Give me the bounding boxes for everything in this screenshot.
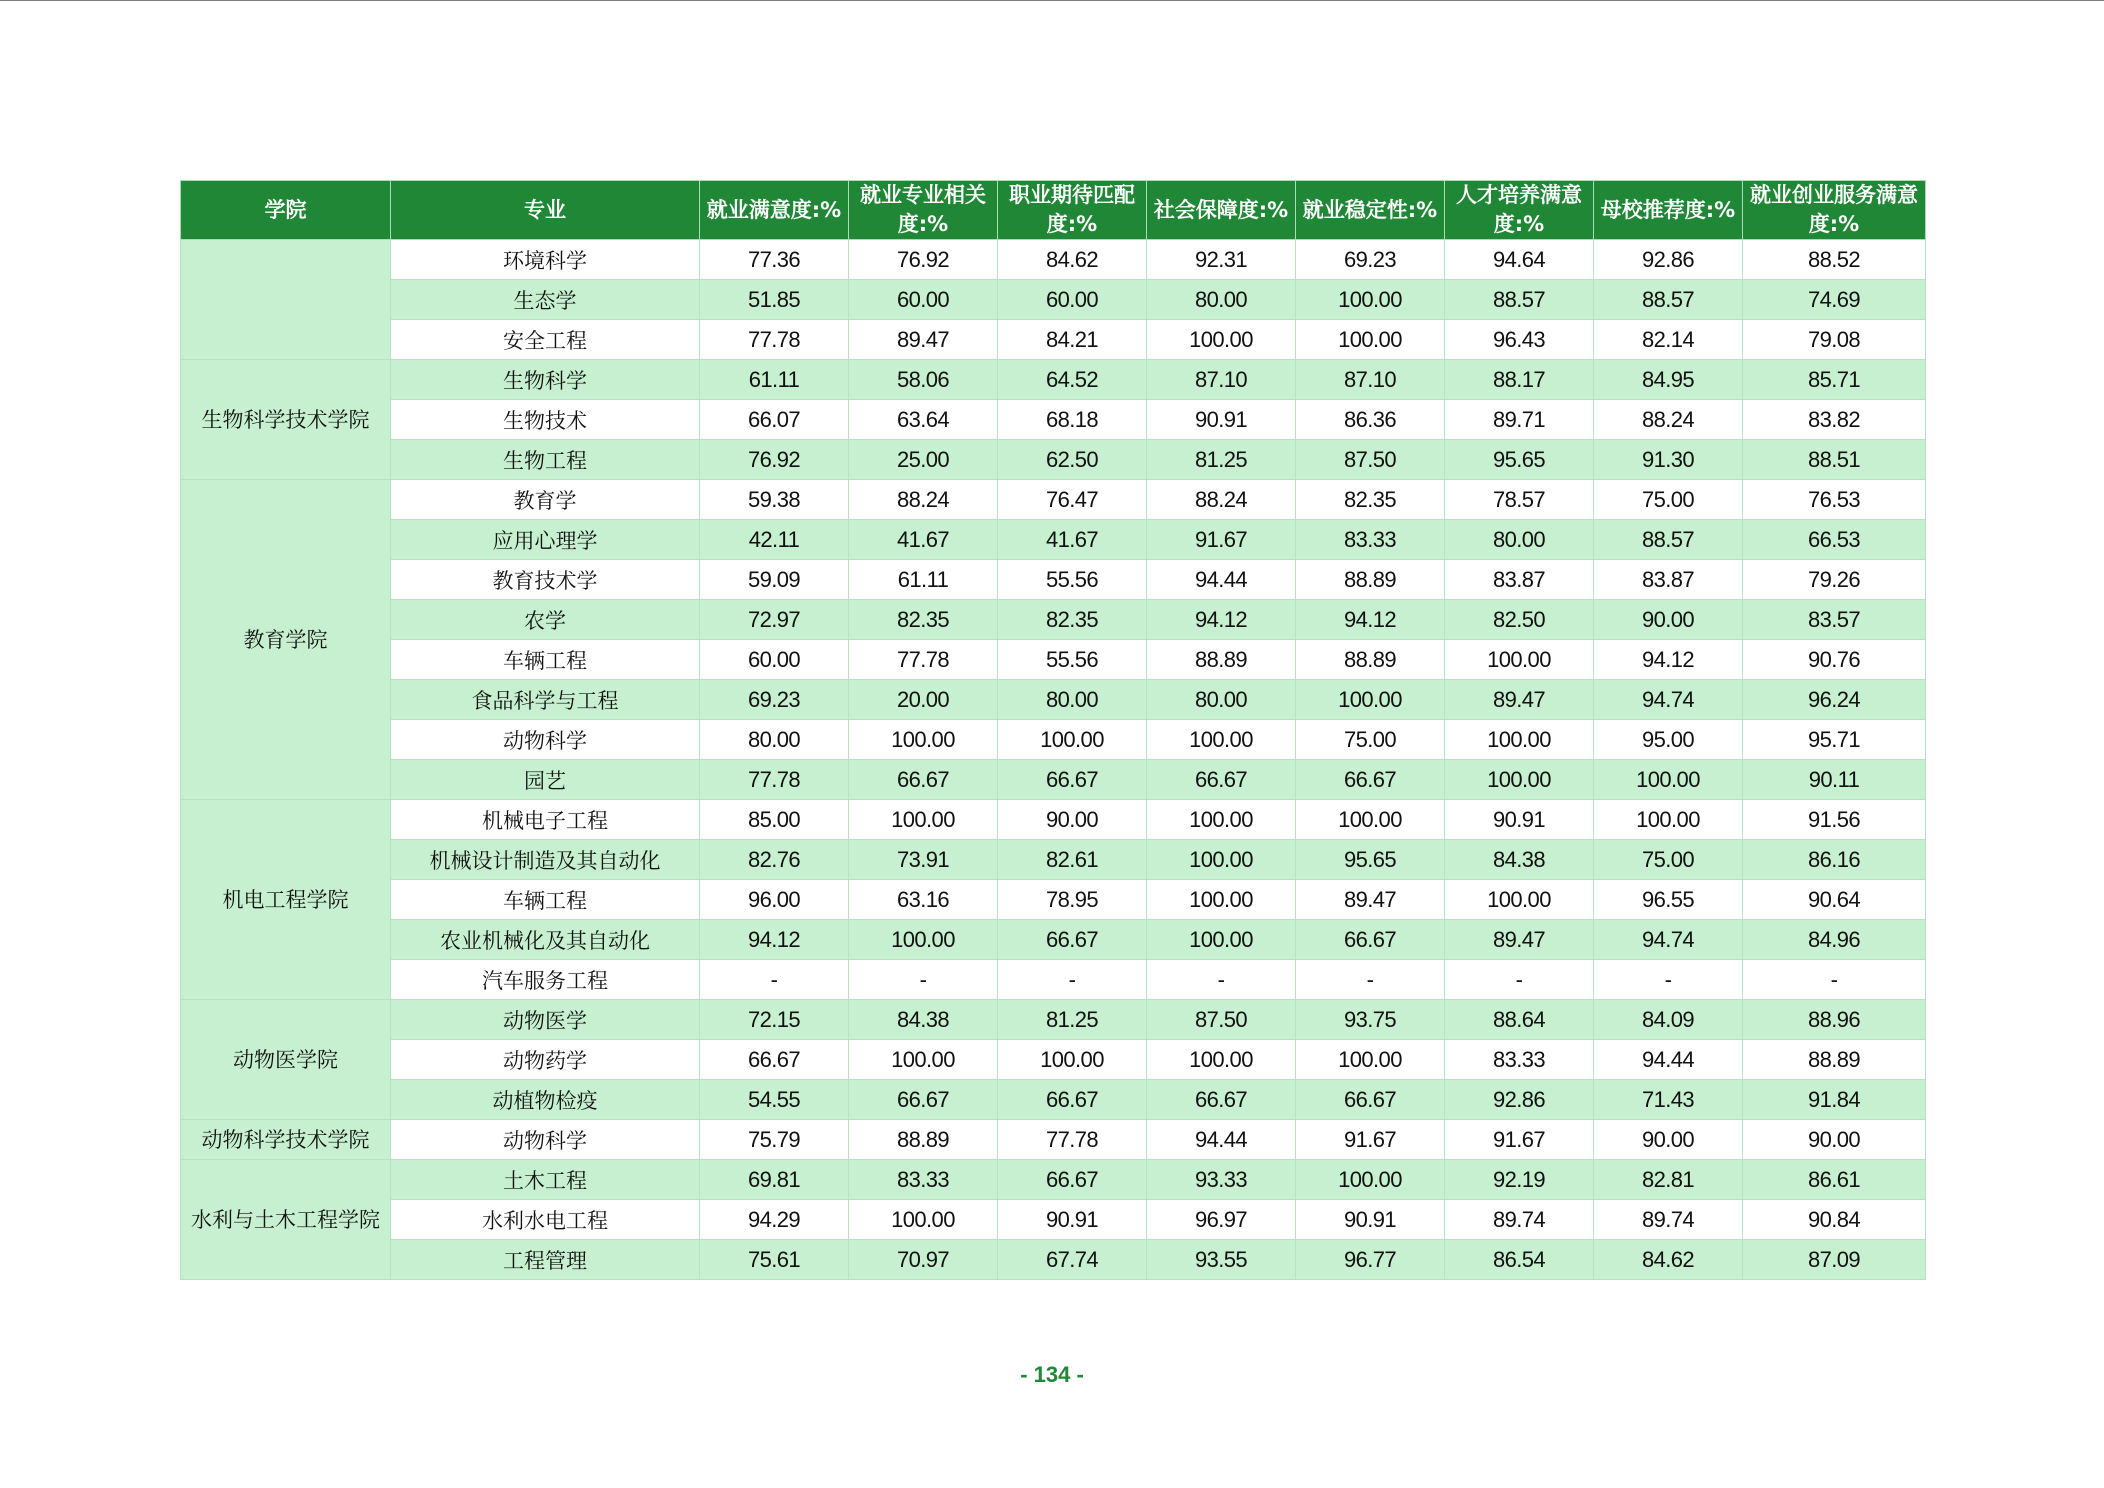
value-cell: 92.19 [1445, 1160, 1594, 1200]
column-header: 职业期待匹配度:% [998, 181, 1147, 240]
table-row [181, 560, 1926, 600]
value-cell: 25.00 [849, 440, 998, 480]
value-cell: 91.56 [1743, 800, 1926, 840]
value-cell: 75.00 [1594, 840, 1743, 880]
value-cell: 89.74 [1594, 1200, 1743, 1240]
major-cell: 生物科学 [391, 360, 700, 400]
value-cell: 87.50 [1147, 1000, 1296, 1040]
value-cell: 61.11 [700, 360, 849, 400]
value-cell: 90.00 [1594, 1120, 1743, 1160]
value-cell: 88.24 [1147, 480, 1296, 520]
value-cell: 83.33 [1296, 520, 1445, 560]
value-cell: 66.67 [1296, 760, 1445, 800]
value-cell: 75.79 [700, 1120, 849, 1160]
value-cell: 94.44 [1147, 560, 1296, 600]
value-cell: 94.44 [1594, 1040, 1743, 1080]
major-cell: 教育学 [391, 480, 700, 520]
value-cell: 84.62 [998, 240, 1147, 280]
value-cell: 82.61 [998, 840, 1147, 880]
value-cell: 100.00 [1147, 720, 1296, 760]
employment-satisfaction-table [180, 180, 1926, 1280]
table-row [181, 1240, 1926, 1280]
table-row [181, 240, 1926, 280]
value-cell: 94.74 [1594, 680, 1743, 720]
value-cell: 100.00 [849, 1200, 998, 1240]
value-cell: 70.97 [849, 1240, 998, 1280]
value-cell: 92.86 [1594, 240, 1743, 280]
table-header-row [181, 181, 1926, 240]
value-cell: 90.00 [998, 800, 1147, 840]
value-cell: 89.71 [1445, 400, 1594, 440]
major-cell: 水利水电工程 [391, 1200, 700, 1240]
value-cell: 100.00 [1445, 880, 1594, 920]
value-cell: 66.67 [1296, 920, 1445, 960]
value-cell: 80.00 [998, 680, 1147, 720]
value-cell: 85.71 [1743, 360, 1926, 400]
value-cell: 69.81 [700, 1160, 849, 1200]
value-cell: 69.23 [1296, 240, 1445, 280]
value-cell: - [849, 960, 998, 1000]
value-cell: 82.35 [998, 600, 1147, 640]
table-row [181, 1000, 1926, 1040]
major-cell: 动物药学 [391, 1040, 700, 1080]
value-cell: 64.52 [998, 360, 1147, 400]
value-cell: 80.00 [1445, 520, 1594, 560]
value-cell: 76.53 [1743, 480, 1926, 520]
college-cell: 动物科学技术学院 [181, 1120, 391, 1160]
table-row [181, 1120, 1926, 1160]
value-cell: 100.00 [849, 720, 998, 760]
table-row [181, 720, 1926, 760]
value-cell: 91.67 [1296, 1120, 1445, 1160]
value-cell: 100.00 [998, 720, 1147, 760]
value-cell: 100.00 [1445, 640, 1594, 680]
major-cell: 工程管理 [391, 1240, 700, 1280]
value-cell: 90.84 [1743, 1200, 1926, 1240]
table-row [181, 680, 1926, 720]
value-cell: 96.77 [1296, 1240, 1445, 1280]
value-cell: 94.12 [1594, 640, 1743, 680]
value-cell: 100.00 [1296, 680, 1445, 720]
value-cell: 78.95 [998, 880, 1147, 920]
value-cell: 54.55 [700, 1080, 849, 1120]
value-cell: 91.30 [1594, 440, 1743, 480]
column-header: 社会保障度:% [1147, 181, 1296, 240]
table-row [181, 520, 1926, 560]
value-cell: 66.67 [849, 1080, 998, 1120]
value-cell: 88.57 [1445, 280, 1594, 320]
value-cell: 100.00 [1147, 800, 1296, 840]
value-cell: 90.00 [1594, 600, 1743, 640]
value-cell: 88.89 [1743, 1040, 1926, 1080]
value-cell: 89.47 [1445, 920, 1594, 960]
value-cell: 81.25 [1147, 440, 1296, 480]
value-cell: - [1296, 960, 1445, 1000]
value-cell: 85.00 [700, 800, 849, 840]
value-cell: 89.74 [1445, 1200, 1594, 1240]
value-cell: 79.26 [1743, 560, 1926, 600]
value-cell: 100.00 [1296, 1040, 1445, 1080]
college-cell [181, 240, 391, 360]
value-cell: 88.52 [1743, 240, 1926, 280]
value-cell: 100.00 [1594, 800, 1743, 840]
major-cell: 动物科学 [391, 720, 700, 760]
value-cell: 76.92 [700, 440, 849, 480]
major-cell: 动物医学 [391, 1000, 700, 1040]
value-cell: 100.00 [1147, 840, 1296, 880]
value-cell: 95.00 [1594, 720, 1743, 760]
table-row [181, 920, 1926, 960]
value-cell: 87.10 [1147, 360, 1296, 400]
table-row [181, 800, 1926, 840]
value-cell: 100.00 [1296, 800, 1445, 840]
value-cell: 92.86 [1445, 1080, 1594, 1120]
value-cell: 66.67 [700, 1040, 849, 1080]
value-cell: 100.00 [1296, 1160, 1445, 1200]
value-cell: 87.10 [1296, 360, 1445, 400]
value-cell: 90.64 [1743, 880, 1926, 920]
value-cell: 84.38 [1445, 840, 1594, 880]
column-header: 就业专业相关度:% [849, 181, 998, 240]
college-cell: 生物科学技术学院 [181, 360, 391, 480]
value-cell: 94.12 [700, 920, 849, 960]
value-cell: - [1445, 960, 1594, 1000]
value-cell: 67.74 [998, 1240, 1147, 1280]
value-cell: 66.67 [1147, 1080, 1296, 1120]
major-cell: 教育技术学 [391, 560, 700, 600]
value-cell: 100.00 [1147, 880, 1296, 920]
value-cell: 96.43 [1445, 320, 1594, 360]
value-cell: - [700, 960, 849, 1000]
value-cell: 84.09 [1594, 1000, 1743, 1040]
value-cell: 84.38 [849, 1000, 998, 1040]
value-cell: 63.16 [849, 880, 998, 920]
value-cell: 83.87 [1445, 560, 1594, 600]
value-cell: 84.21 [998, 320, 1147, 360]
page-number: - 134 - [1020, 1362, 1084, 1387]
column-header: 专业 [391, 181, 700, 240]
value-cell: 82.50 [1445, 600, 1594, 640]
value-cell: 66.07 [700, 400, 849, 440]
column-header: 人才培养满意度:% [1445, 181, 1594, 240]
table-row [181, 1160, 1926, 1200]
value-cell: 90.76 [1743, 640, 1926, 680]
value-cell: 88.24 [1594, 400, 1743, 440]
college-cell: 动物医学院 [181, 1000, 391, 1120]
value-cell: 60.00 [700, 640, 849, 680]
major-cell: 生物技术 [391, 400, 700, 440]
value-cell: - [1594, 960, 1743, 1000]
table-row [181, 880, 1926, 920]
value-cell: 86.36 [1296, 400, 1445, 440]
column-header: 母校推荐度:% [1594, 181, 1743, 240]
column-header: 就业满意度:% [700, 181, 849, 240]
value-cell: 68.18 [998, 400, 1147, 440]
value-cell: 91.67 [1445, 1120, 1594, 1160]
value-cell: 66.67 [998, 920, 1147, 960]
value-cell: 60.00 [998, 280, 1147, 320]
value-cell: 94.12 [1296, 600, 1445, 640]
major-cell: 车辆工程 [391, 640, 700, 680]
value-cell: 89.47 [1296, 880, 1445, 920]
value-cell: 82.35 [1296, 480, 1445, 520]
value-cell: 100.00 [1147, 1040, 1296, 1080]
value-cell: 84.96 [1743, 920, 1926, 960]
value-cell: 80.00 [1147, 680, 1296, 720]
value-cell: 41.67 [998, 520, 1147, 560]
column-header: 学院 [181, 181, 391, 240]
value-cell: 100.00 [1147, 920, 1296, 960]
table-row [181, 360, 1926, 400]
value-cell: 95.65 [1296, 840, 1445, 880]
major-cell: 汽车服务工程 [391, 960, 700, 1000]
value-cell: 79.08 [1743, 320, 1926, 360]
value-cell: 100.00 [849, 920, 998, 960]
table-row [181, 440, 1926, 480]
value-cell: 88.64 [1445, 1000, 1594, 1040]
value-cell: 76.92 [849, 240, 998, 280]
major-cell: 环境科学 [391, 240, 700, 280]
value-cell: 88.89 [849, 1120, 998, 1160]
value-cell: 83.33 [1445, 1040, 1594, 1080]
value-cell: 84.95 [1594, 360, 1743, 400]
value-cell: 94.64 [1445, 240, 1594, 280]
table-row [181, 840, 1926, 880]
value-cell: 66.67 [1296, 1080, 1445, 1120]
major-cell: 农学 [391, 600, 700, 640]
value-cell: 60.00 [849, 280, 998, 320]
value-cell: 94.74 [1594, 920, 1743, 960]
value-cell: 100.00 [1296, 320, 1445, 360]
major-cell: 生物工程 [391, 440, 700, 480]
value-cell: 88.89 [1296, 560, 1445, 600]
value-cell: 59.38 [700, 480, 849, 520]
table-row [181, 1080, 1926, 1120]
major-cell: 园艺 [391, 760, 700, 800]
table-row [181, 600, 1926, 640]
value-cell: 78.57 [1445, 480, 1594, 520]
top-border-line [0, 0, 2104, 1]
value-cell: 77.78 [700, 320, 849, 360]
table-row [181, 1040, 1926, 1080]
table-row [181, 280, 1926, 320]
value-cell: 80.00 [1147, 280, 1296, 320]
value-cell: 74.69 [1743, 280, 1926, 320]
value-cell: 61.11 [849, 560, 998, 600]
college-cell: 水利与土木工程学院 [181, 1160, 391, 1280]
value-cell: 96.00 [700, 880, 849, 920]
value-cell: 100.00 [1445, 760, 1594, 800]
value-cell: 94.29 [700, 1200, 849, 1240]
value-cell: 94.12 [1147, 600, 1296, 640]
value-cell: 72.15 [700, 1000, 849, 1040]
value-cell: 90.00 [1743, 1120, 1926, 1160]
value-cell: 80.00 [700, 720, 849, 760]
value-cell: 83.82 [1743, 400, 1926, 440]
value-cell: 73.91 [849, 840, 998, 880]
value-cell: 100.00 [849, 1040, 998, 1080]
value-cell: 96.55 [1594, 880, 1743, 920]
value-cell: 75.00 [1594, 480, 1743, 520]
value-cell: 93.55 [1147, 1240, 1296, 1280]
value-cell: 100.00 [1296, 280, 1445, 320]
value-cell: 66.67 [1147, 760, 1296, 800]
value-cell: 66.67 [998, 1160, 1147, 1200]
value-cell: 41.67 [849, 520, 998, 560]
value-cell: 90.91 [1445, 800, 1594, 840]
value-cell: 66.67 [998, 1080, 1147, 1120]
value-cell: 81.25 [998, 1000, 1147, 1040]
value-cell: 100.00 [1147, 320, 1296, 360]
value-cell: 96.24 [1743, 680, 1926, 720]
table-row [181, 320, 1926, 360]
value-cell: 83.57 [1743, 600, 1926, 640]
college-cell: 机电工程学院 [181, 800, 391, 1000]
value-cell: 75.61 [700, 1240, 849, 1280]
value-cell: 94.44 [1147, 1120, 1296, 1160]
value-cell: 55.56 [998, 560, 1147, 600]
table-body [181, 240, 1926, 1280]
value-cell: 90.91 [998, 1200, 1147, 1240]
value-cell: 92.31 [1147, 240, 1296, 280]
value-cell: 93.33 [1147, 1160, 1296, 1200]
value-cell: 66.67 [998, 760, 1147, 800]
table-row [181, 1200, 1926, 1240]
value-cell: 100.00 [1445, 720, 1594, 760]
value-cell: 89.47 [1445, 680, 1594, 720]
value-cell: 77.78 [700, 760, 849, 800]
value-cell: 20.00 [849, 680, 998, 720]
table-row [181, 760, 1926, 800]
value-cell: 42.11 [700, 520, 849, 560]
value-cell: 76.47 [998, 480, 1147, 520]
value-cell: 96.97 [1147, 1200, 1296, 1240]
value-cell: 88.96 [1743, 1000, 1926, 1040]
value-cell: 100.00 [849, 800, 998, 840]
value-cell: 59.09 [700, 560, 849, 600]
value-cell: 66.67 [849, 760, 998, 800]
value-cell: 90.91 [1296, 1200, 1445, 1240]
value-cell: 72.97 [700, 600, 849, 640]
value-cell: 84.62 [1594, 1240, 1743, 1280]
table-row [181, 400, 1926, 440]
value-cell: 88.57 [1594, 520, 1743, 560]
table-row [181, 640, 1926, 680]
value-cell: 55.56 [998, 640, 1147, 680]
value-cell: 88.17 [1445, 360, 1594, 400]
major-cell: 食品科学与工程 [391, 680, 700, 720]
major-cell: 土木工程 [391, 1160, 700, 1200]
major-cell: 车辆工程 [391, 880, 700, 920]
value-cell: 83.87 [1594, 560, 1743, 600]
major-cell: 生态学 [391, 280, 700, 320]
value-cell: 77.78 [849, 640, 998, 680]
value-cell: 95.65 [1445, 440, 1594, 480]
value-cell: 63.64 [849, 400, 998, 440]
value-cell: 62.50 [998, 440, 1147, 480]
value-cell: 82.14 [1594, 320, 1743, 360]
value-cell: 100.00 [1594, 760, 1743, 800]
major-cell: 动物科学 [391, 1120, 700, 1160]
value-cell: 95.71 [1743, 720, 1926, 760]
value-cell: - [1147, 960, 1296, 1000]
value-cell: 88.89 [1147, 640, 1296, 680]
value-cell: 90.11 [1743, 760, 1926, 800]
major-cell: 动植物检疫 [391, 1080, 700, 1120]
value-cell: 77.36 [700, 240, 849, 280]
value-cell: 86.16 [1743, 840, 1926, 880]
value-cell: 86.61 [1743, 1160, 1926, 1200]
value-cell: - [998, 960, 1147, 1000]
value-cell: 90.91 [1147, 400, 1296, 440]
table-row [181, 480, 1926, 520]
major-cell: 安全工程 [391, 320, 700, 360]
value-cell: 87.09 [1743, 1240, 1926, 1280]
table-row [181, 960, 1926, 1000]
value-cell: 82.35 [849, 600, 998, 640]
value-cell: 88.24 [849, 480, 998, 520]
value-cell: 58.06 [849, 360, 998, 400]
value-cell: 89.47 [849, 320, 998, 360]
value-cell: 69.23 [700, 680, 849, 720]
value-cell: 75.00 [1296, 720, 1445, 760]
major-cell: 机械电子工程 [391, 800, 700, 840]
value-cell: 86.54 [1445, 1240, 1594, 1280]
major-cell: 农业机械化及其自动化 [391, 920, 700, 960]
value-cell: 83.33 [849, 1160, 998, 1200]
column-header: 就业稳定性:% [1296, 181, 1445, 240]
value-cell: 71.43 [1594, 1080, 1743, 1120]
value-cell: 66.53 [1743, 520, 1926, 560]
major-cell: 机械设计制造及其自动化 [391, 840, 700, 880]
value-cell: 100.00 [998, 1040, 1147, 1080]
value-cell: 51.85 [700, 280, 849, 320]
value-cell: 82.76 [700, 840, 849, 880]
value-cell: 82.81 [1594, 1160, 1743, 1200]
column-header: 就业创业服务满意度:% [1743, 181, 1926, 240]
major-cell: 应用心理学 [391, 520, 700, 560]
value-cell: 87.50 [1296, 440, 1445, 480]
value-cell: 91.67 [1147, 520, 1296, 560]
value-cell: 77.78 [998, 1120, 1147, 1160]
value-cell: 88.57 [1594, 280, 1743, 320]
value-cell: - [1743, 960, 1926, 1000]
college-cell: 教育学院 [181, 480, 391, 800]
value-cell: 88.89 [1296, 640, 1445, 680]
value-cell: 91.84 [1743, 1080, 1926, 1120]
value-cell: 88.51 [1743, 440, 1926, 480]
value-cell: 93.75 [1296, 1000, 1445, 1040]
